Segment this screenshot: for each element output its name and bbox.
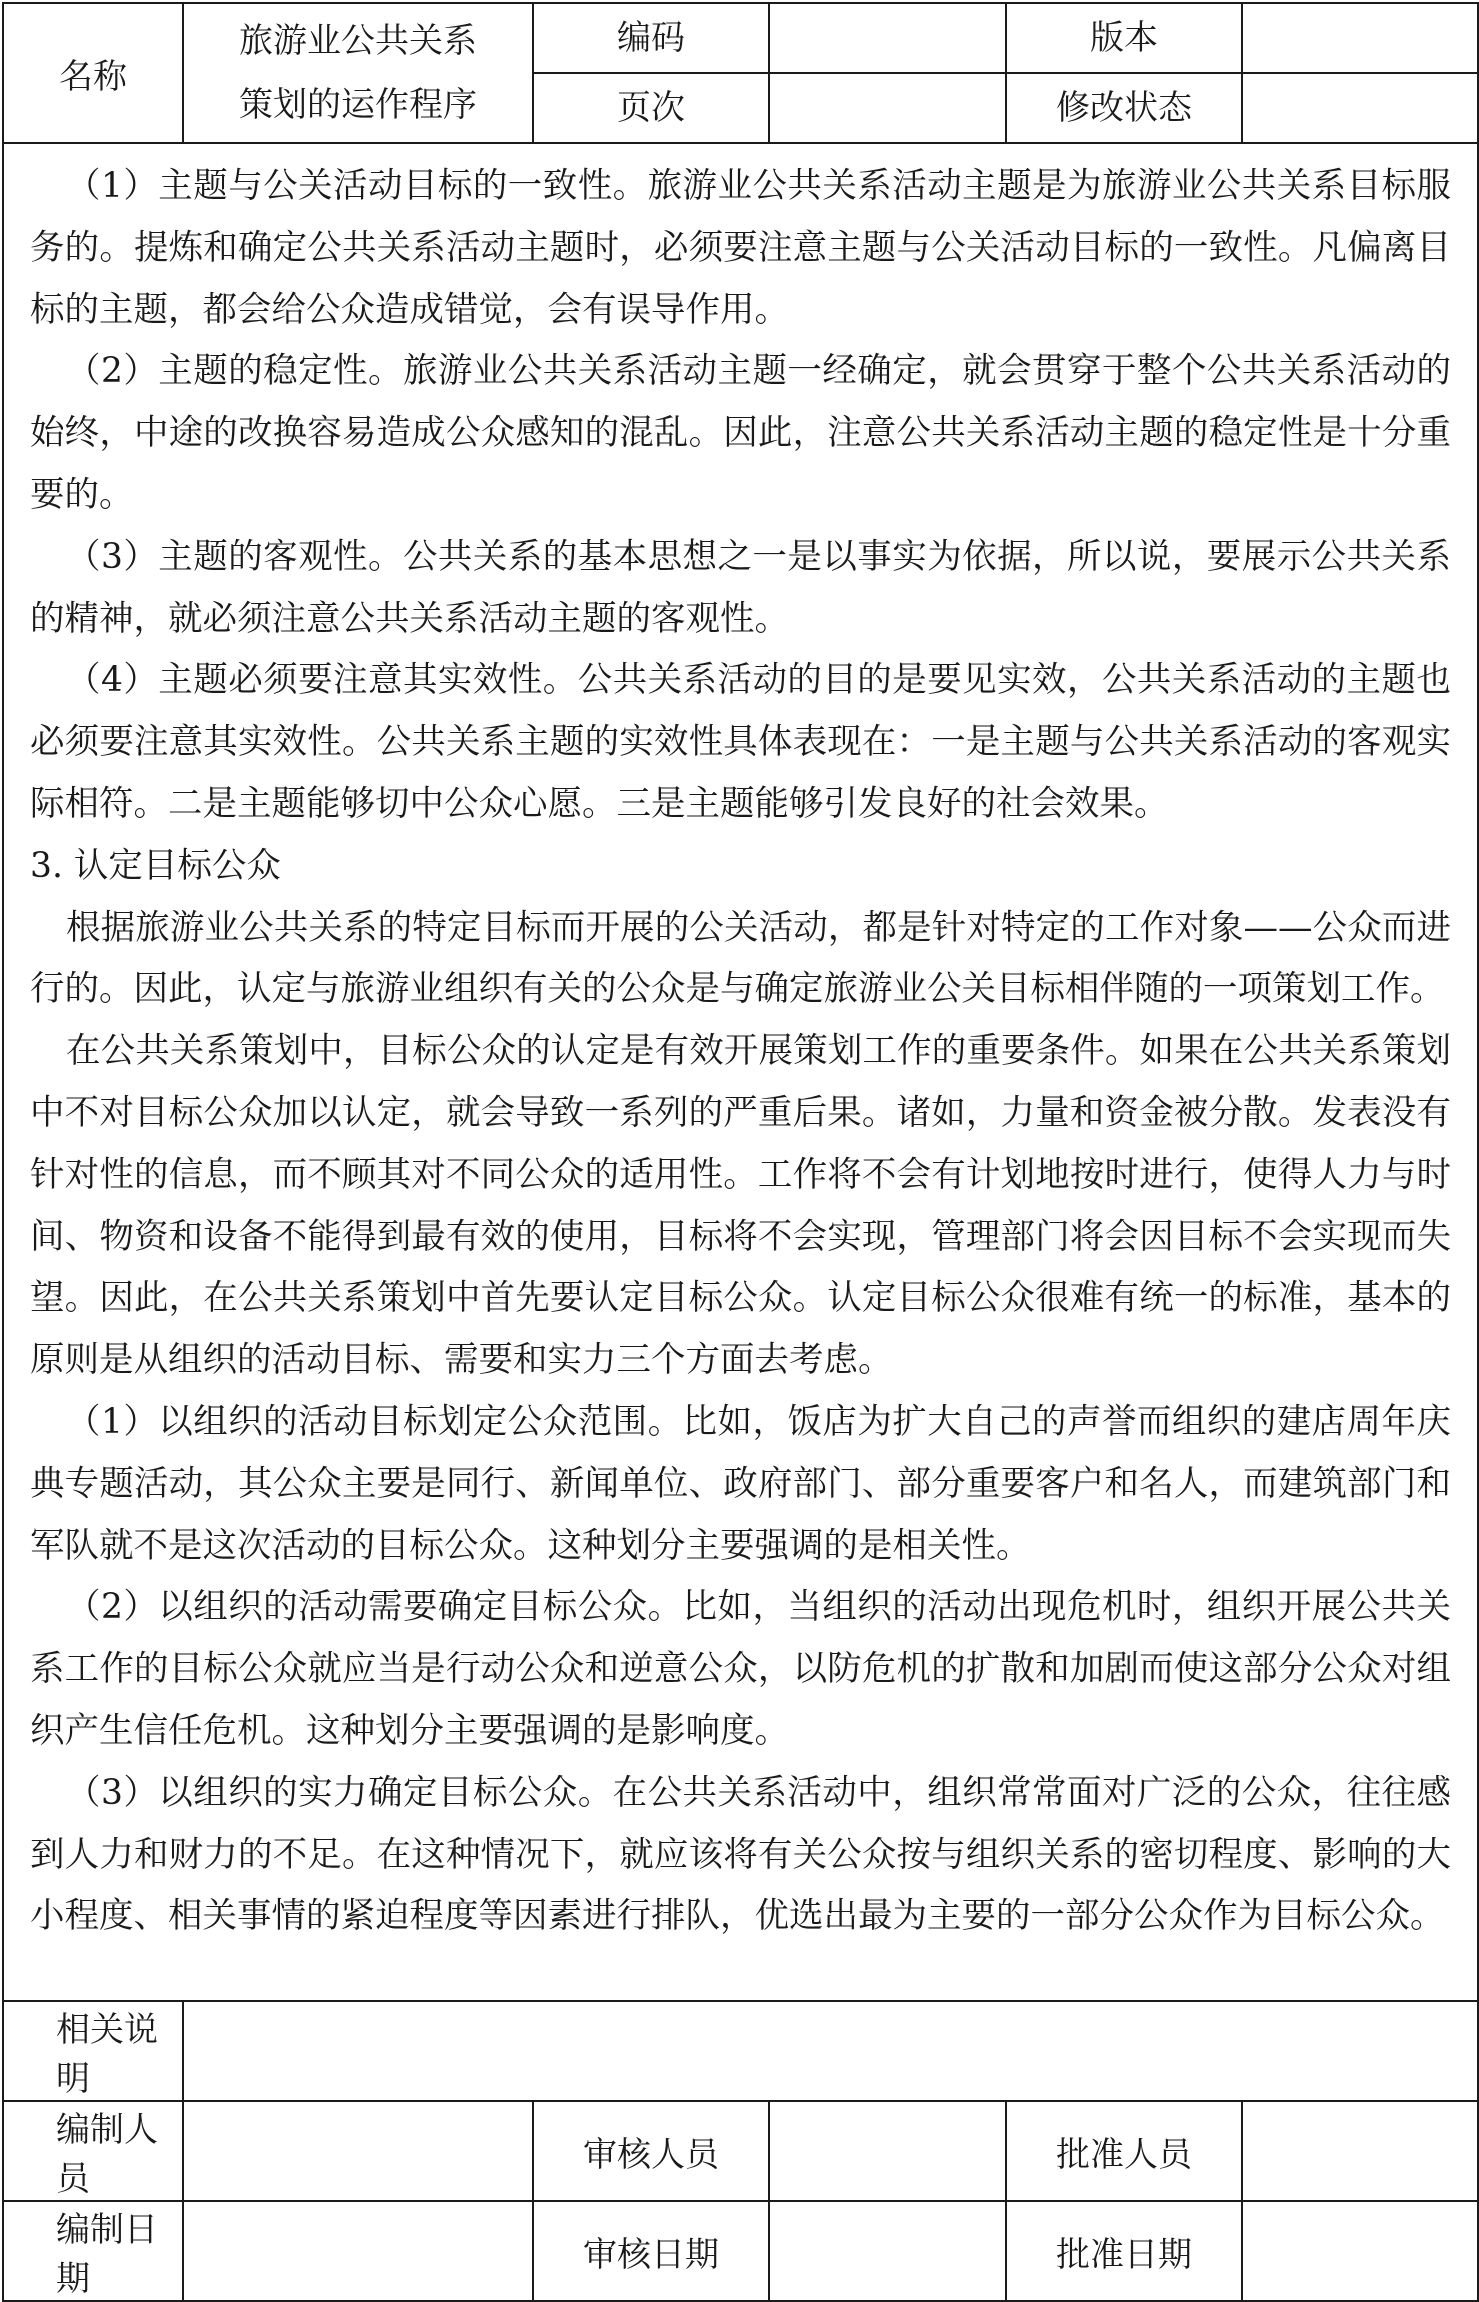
code-value — [769, 3, 1006, 73]
document-title-line1: 旅游业公共关系 — [239, 21, 477, 61]
paragraph: （2）主题的稳定性。旅游业公共关系活动主题一经确定，就会贯穿于整个公共关系活动的始终，中途的改换容易造成公众感知的混乱。因此，注意公共关系活动主题的稳定性是十分重要的。 — [30, 351, 1451, 515]
paragraph: （4）主题必须要注意其实效性。公共关系活动的目的是要见实效，公共关系活动的主题也必须要注意其实效性。公共关系主题的实效性具体表现在：一是主题与公共关系活动的客观实际相符。二是主题能够切中公众心愿。三是主题能够引发良好的社会效果。 — [30, 660, 1451, 824]
document-title-line2: 策划的运作程序 — [239, 85, 477, 125]
revision-value — [1242, 73, 1478, 143]
review-date-value — [769, 2201, 1006, 2301]
section-heading: 3. 认定目标公众 — [30, 845, 281, 886]
reviewer-value — [769, 2101, 1006, 2201]
edit-date-value — [183, 2201, 533, 2301]
page-value — [769, 73, 1006, 143]
paragraph: （3）主题的客观性。公共关系的基本思想之一是以事实为依据，所以说，要展示公共关系的精神，就必须注意公共关系活动主题的客观性。 — [30, 536, 1451, 639]
approve-date-label: 批准日期 — [1006, 2201, 1242, 2301]
paragraph: （2）以组织的活动需要确定目标公众。比如，当组织的活动出现危机时，组织开展公共关系工作的目标公众就应当是行动公众和逆意公众，以防危机的扩散和加剧而使这部分公众对组织产生信任危机。这种划分主要强调的是影响度。 — [30, 1587, 1451, 1751]
notes-value — [183, 2001, 1478, 2101]
page-label: 页次 — [533, 73, 769, 143]
code-label: 编码 — [533, 3, 769, 73]
reviewer-label: 审核人员 — [533, 2101, 769, 2201]
paragraph: 在公共关系策划中，目标公众的认定是有效开展策划工作的重要条件。如果在公共关系策划中不对目标公众加以认定，就会导致一系列的严重后果。诸如，力量和资金被分散。发表没有针对性的信息，而不顾其对不同公众的适用性。工作将不会有计划地按时进行，使得人力与时间、物资和设备不能得到最有效的使用，目标将不会实现，管理部门将会因目标不会实现而失望。因此，在公共关系策划中首先要认定目标公众。认定目标公众很难有统一的标准，基本的原则是从组织的活动目标、需要和实力三个方面去考虑。 — [30, 1031, 1451, 1381]
paragraph: （1）以组织的活动目标划定公众范围。比如，饭店为扩大自己的声誉而组织的建店周年庆典专题活动，其公众主要是同行、新闻单位、政府部门、部分重要客户和名人，而建筑部门和军队就不是这次活动的目标公众。这种划分主要强调的是相关性。 — [30, 1401, 1451, 1566]
procedure-form — [2, 2, 1479, 2302]
review-date-label: 审核日期 — [533, 2201, 769, 2301]
paragraph: （3）以组织的实力确定目标公众。在公共关系活动中，组织常常面对广泛的公众，往往感到人力和财力的不足。在这种情况下，就应该将有关公众按与组织关系的密切程度、影响的大小程度、相关事情的紧迫程度等因素进行排队，优选出最为主要的一部分公众作为目标公众。 — [30, 1772, 1451, 1937]
approver-value — [1242, 2101, 1478, 2201]
content-body — [3, 143, 1478, 2001]
version-label: 版本 — [1006, 3, 1242, 73]
approve-date-value — [1242, 2201, 1478, 2301]
revision-label: 修改状态 — [1006, 73, 1242, 143]
editor-value — [183, 2101, 533, 2201]
paragraph: 根据旅游业公共关系的特定目标而开展的公关活动，都是针对特定的工作对象——公众而进行的。因此，认定与旅游业组织有关的公众是与确定旅游业公关目标相伴随的一项策划工作。 — [30, 907, 1451, 1010]
name-label: 名称 — [3, 3, 183, 143]
edit-date-label: 编制日期 — [3, 2201, 183, 2301]
document-title — [183, 3, 533, 143]
notes-label: 相关说明 — [3, 2001, 183, 2101]
editor-label: 编制人员 — [3, 2101, 183, 2201]
approver-label: 批准人员 — [1006, 2101, 1242, 2201]
paragraph: （1）主题与公关活动目标的一致性。旅游业公共关系活动主题是为旅游业公共关系目标服务的。提炼和确定公共关系活动主题时，必须要注意主题与公关活动目标的一致性。凡偏离目标的主题，都会给公众造成错觉，会有误导作用。 — [30, 166, 1451, 330]
version-value — [1242, 3, 1478, 73]
